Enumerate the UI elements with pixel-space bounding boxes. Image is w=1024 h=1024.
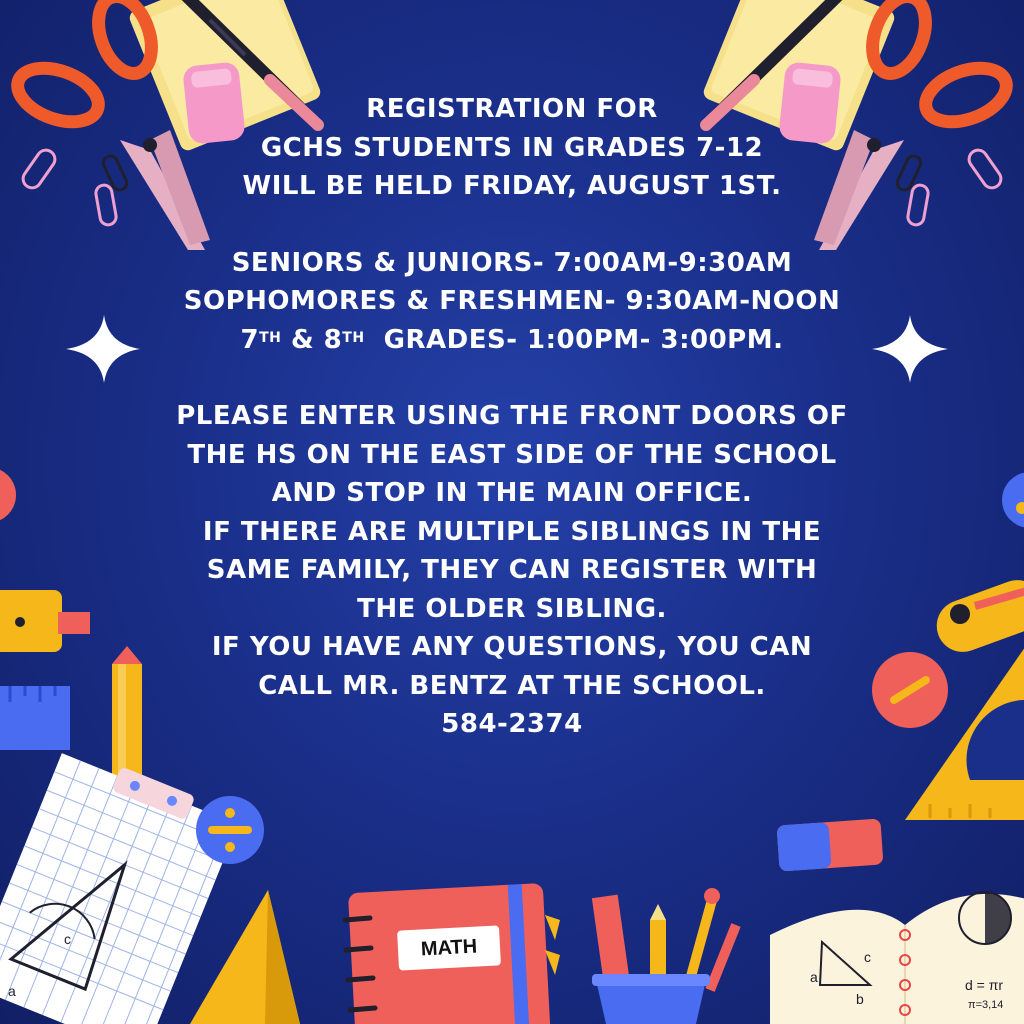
intro-line: GCHS STUDENTS IN GRADES 7-12 — [260, 132, 764, 163]
book-triangle-label-c: c — [864, 949, 871, 965]
instruction-line: SAME FAMILY, THEY CAN REGISTER WITH — [206, 555, 818, 585]
instruction-line: THE OLDER SIBLING. — [357, 593, 667, 624]
ordinal-suffix: TH — [259, 329, 282, 346]
book-triangle-label-a: a — [810, 969, 818, 985]
book-formula-area: d = πr — [965, 977, 1004, 993]
grade-8-number: 8 — [323, 324, 343, 355]
clipboard-triangle-label-a: a — [8, 983, 16, 999]
instruction-line: PLEASE ENTER USING THE FRONT DOORS OF — [176, 401, 848, 431]
instruction-line: CALL MR. BENTZ AT THE SCHOOL. — [258, 670, 766, 701]
clipboard-graph-paper — [0, 744, 242, 1024]
schedule-sophomores-freshmen: SOPHOMORES & FRESHMEN- 9:30AM-NOON — [183, 286, 841, 316]
intro-line: REGISTRATION FOR — [366, 94, 658, 124]
notebook-label: MATH — [397, 925, 501, 970]
ordinal-suffix: TH — [342, 329, 365, 346]
pencil-cup — [592, 888, 736, 1024]
ampersand: & — [281, 324, 324, 355]
percent-badge — [196, 796, 264, 864]
eraser-blue-coral — [777, 818, 884, 871]
cone-shape — [190, 890, 300, 1024]
announcement-text — [0, 90, 1024, 744]
grades-time: GRADES- 1:00PM- 3:00PM. — [383, 324, 784, 355]
book-triangle-label-b: b — [856, 991, 864, 1007]
schedule-seniors-juniors: SENIORS & JUNIORS- 7:00AM-9:30AM — [231, 247, 793, 278]
instruction-line: THE HS ON THE EAST SIDE OF THE SCHOOL — [187, 439, 837, 470]
instruction-line: IF THERE ARE MULTIPLE SIBLINGS IN THE — [202, 516, 822, 547]
grade-7-number: 7 — [240, 324, 260, 355]
intro-line: WILL BE HELD FRIDAY, AUGUST 1ST. — [242, 171, 782, 201]
clipboard-triangle-label-c: c — [64, 931, 71, 947]
phone-number: 584-2374 — [441, 709, 583, 739]
instruction-line: IF YOU HAVE ANY QUESTIONS, YOU CAN — [211, 632, 813, 662]
instruction-line: AND STOP IN THE MAIN OFFICE. — [271, 478, 753, 508]
schedule-7th-8th — [0, 321, 1024, 360]
book-formula-pi: π=3,14 — [968, 999, 1004, 1011]
